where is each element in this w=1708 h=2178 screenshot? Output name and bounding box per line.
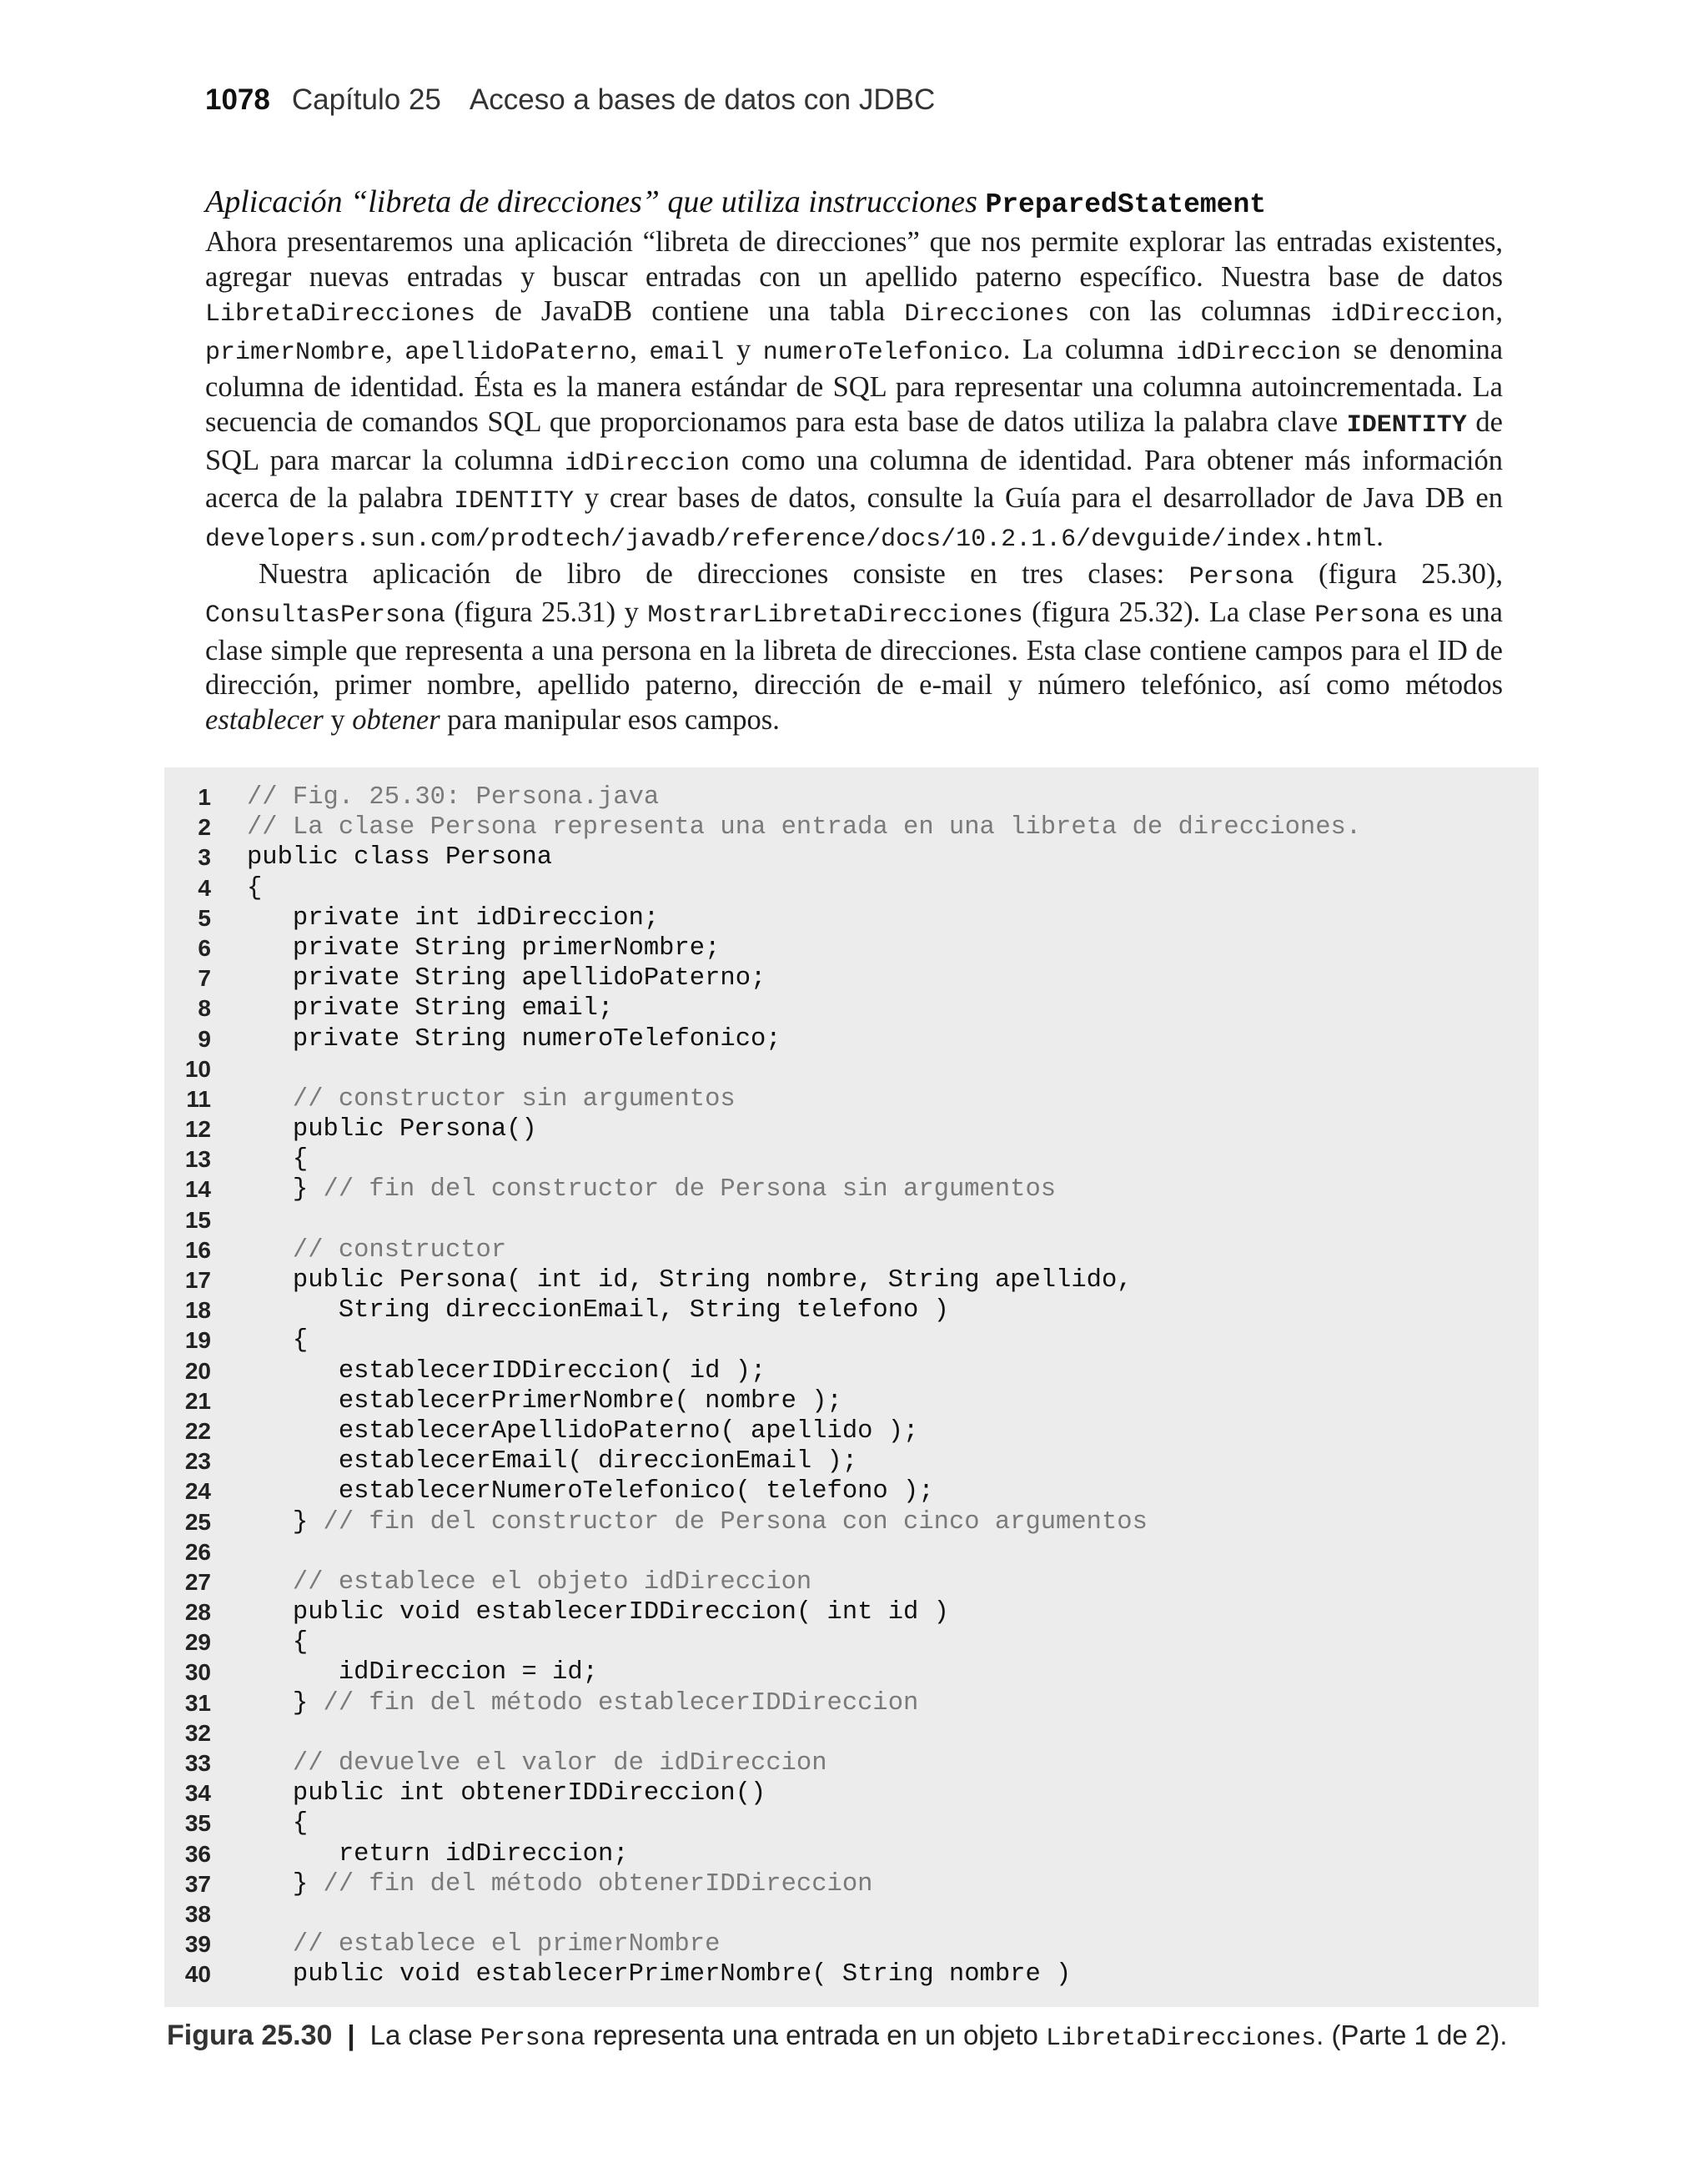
code-statement: establecerPrimerNombre( nombre ); bbox=[247, 1386, 842, 1416]
code-text bbox=[247, 1386, 842, 1416]
code-text bbox=[247, 903, 659, 933]
code-statement: private String numeroTelefonico; bbox=[247, 1024, 781, 1054]
line-number: 14 bbox=[184, 1176, 211, 1203]
code-text bbox=[247, 812, 1361, 843]
section bbox=[205, 182, 1503, 737]
p2-code: Persona bbox=[1314, 601, 1420, 630]
code-comment: // fin del constructor de Persona con cinco argumentos bbox=[323, 1507, 1148, 1537]
code-statement: establecerIDDireccion( id ); bbox=[247, 1356, 766, 1386]
code-text bbox=[247, 933, 720, 963]
code-line bbox=[164, 1627, 1539, 1657]
code-comment: // establece el objeto idDireccion bbox=[292, 1567, 812, 1597]
code-statement: private String email; bbox=[247, 994, 614, 1024]
p2-text: y bbox=[323, 703, 353, 736]
p2-emphasis: establecer bbox=[205, 703, 324, 736]
line-number: 17 bbox=[184, 1267, 211, 1293]
p1-code: developers.sun.com/prodtech/javadb/reference/docs/10.2.1.6/devguide/index.html bbox=[205, 525, 1377, 554]
line-number: 27 bbox=[184, 1568, 211, 1595]
figure-label: Figura 25.30 bbox=[167, 2020, 333, 2051]
line-number: 1 bbox=[198, 784, 211, 810]
line-number: 12 bbox=[184, 1116, 211, 1143]
code-text bbox=[247, 1808, 308, 1838]
code-statement: } bbox=[247, 1869, 324, 1899]
code-text bbox=[247, 1839, 629, 1869]
line-number: 6 bbox=[198, 934, 211, 961]
code-comment: // establece el primerNombre bbox=[292, 1930, 721, 1959]
p1-keyword: IDENTITY bbox=[1346, 410, 1467, 440]
code-text bbox=[247, 1627, 308, 1657]
code-line bbox=[164, 782, 1539, 812]
code-line bbox=[164, 1778, 1539, 1808]
line-number: 8 bbox=[198, 995, 211, 1022]
code-statement bbox=[247, 1568, 293, 1597]
section-title-text: Aplicación “libreta de direcciones” que utiliza instrucciones bbox=[205, 184, 986, 219]
line-number: 25 bbox=[184, 1508, 211, 1535]
code-text bbox=[247, 1114, 537, 1144]
line-number: 24 bbox=[184, 1478, 211, 1505]
code-line bbox=[164, 1869, 1539, 1899]
code-line bbox=[164, 1084, 1539, 1114]
caption-text-middle: representa una entrada en un objeto bbox=[585, 2020, 1047, 2050]
p2-text: (figura 25.32). La clase bbox=[1022, 596, 1315, 628]
code-line bbox=[164, 1597, 1539, 1627]
code-text bbox=[247, 873, 262, 903]
code-line bbox=[164, 1537, 1539, 1567]
code-statement: public Persona() bbox=[247, 1115, 537, 1144]
p1-code: Direcciones bbox=[904, 300, 1070, 329]
code-text bbox=[247, 1265, 1133, 1295]
code-text bbox=[247, 1929, 720, 1959]
line-number: 22 bbox=[184, 1417, 211, 1444]
line-number: 23 bbox=[184, 1448, 211, 1475]
figure-caption bbox=[167, 2015, 1507, 2060]
code-comment: // constructor sin argumentos bbox=[292, 1084, 736, 1114]
code-line bbox=[164, 903, 1539, 933]
line-number: 26 bbox=[184, 1538, 211, 1565]
code-statement: { bbox=[247, 1809, 309, 1838]
code-statement: public void establecerPrimerNombre( String nombre ) bbox=[247, 1960, 1072, 1989]
code-statement: { bbox=[247, 1145, 309, 1175]
code-line bbox=[164, 1929, 1539, 1959]
code-statement: establecerApellidoPaterno( apellido ); bbox=[247, 1416, 919, 1446]
caption-code-2: LibretaDirecciones bbox=[1046, 2025, 1317, 2053]
line-number: 36 bbox=[184, 1840, 211, 1867]
p1-code: idDireccion bbox=[1330, 300, 1496, 329]
code-text bbox=[247, 1748, 827, 1778]
p1-text: se denomina columna de identidad. Ésta es la manera estándar de SQL para representar una columna autoincrementada. La secuencia de comandos SQL que proporcionamos para esta base de datos utiliza la palabra clave bbox=[205, 333, 1504, 438]
line-number: 20 bbox=[184, 1357, 211, 1384]
line-number: 33 bbox=[184, 1750, 211, 1776]
p1-code: idDireccion bbox=[1176, 338, 1342, 367]
p1-code: apellidoPaterno bbox=[404, 338, 630, 367]
p1-code: IDENTITY bbox=[454, 487, 575, 516]
line-number: 19 bbox=[184, 1327, 211, 1354]
code-text bbox=[247, 1869, 872, 1899]
line-number: 29 bbox=[184, 1629, 211, 1656]
code-line bbox=[164, 1024, 1539, 1054]
caption-separator: | bbox=[347, 2020, 355, 2050]
code-text bbox=[247, 1778, 766, 1808]
code-statement: public void establecerIDDireccion( int id ) bbox=[247, 1598, 949, 1627]
code-text bbox=[247, 963, 766, 993]
code-line bbox=[164, 1476, 1539, 1506]
p2-text: para manipular esos campos. bbox=[440, 703, 780, 736]
section-title bbox=[205, 182, 1503, 225]
code-line bbox=[164, 1959, 1539, 1989]
line-number: 32 bbox=[184, 1719, 211, 1746]
code-text bbox=[247, 1688, 918, 1718]
code-line bbox=[164, 1446, 1539, 1476]
chapter-title: Acceso a bases de datos con JDBC bbox=[469, 83, 936, 116]
code-line bbox=[164, 1295, 1539, 1325]
p2-code: MostrarLibretaDirecciones bbox=[647, 601, 1023, 630]
code-statement: private int idDireccion; bbox=[247, 903, 660, 933]
line-number: 15 bbox=[184, 1206, 211, 1233]
code-statement: idDireccion = id; bbox=[247, 1658, 598, 1688]
code-line bbox=[164, 873, 1539, 903]
code-statement: } bbox=[247, 1507, 324, 1537]
code-line bbox=[164, 1416, 1539, 1446]
code-statement: { bbox=[247, 873, 263, 903]
code-line bbox=[164, 1114, 1539, 1144]
line-number: 9 bbox=[198, 1025, 211, 1052]
p2-code: ConsultasPersona bbox=[205, 601, 446, 630]
line-number: 37 bbox=[184, 1870, 211, 1897]
line-number: 2 bbox=[198, 814, 211, 841]
code-line bbox=[164, 1175, 1539, 1205]
code-text bbox=[247, 782, 659, 812]
code-comment: // fin del método obtenerIDDireccion bbox=[323, 1869, 873, 1899]
code-text bbox=[247, 843, 552, 873]
code-statement: } bbox=[247, 1175, 324, 1205]
line-number: 10 bbox=[184, 1055, 211, 1082]
code-statement: public class Persona bbox=[247, 843, 553, 873]
code-statement: { bbox=[247, 1326, 309, 1356]
code-text bbox=[247, 1325, 308, 1356]
code-line bbox=[164, 1235, 1539, 1265]
code-line bbox=[164, 1657, 1539, 1688]
code-text bbox=[247, 1657, 598, 1688]
code-comment: // fin del método establecerIDDireccion bbox=[323, 1688, 919, 1718]
code-line bbox=[164, 1899, 1539, 1929]
code-text bbox=[247, 993, 613, 1024]
code-statement: return idDireccion; bbox=[247, 1839, 629, 1869]
code-statement: private String apellidoPaterno; bbox=[247, 964, 766, 993]
section-title-code: PreparedStatement bbox=[985, 189, 1267, 220]
code-statement: establecerNumeroTelefonico( telefono ); bbox=[247, 1477, 934, 1506]
code-text bbox=[247, 1356, 766, 1386]
p1-text: . La columna bbox=[1002, 333, 1177, 365]
code-text bbox=[247, 1144, 308, 1175]
line-number: 3 bbox=[198, 844, 211, 871]
code-statement bbox=[247, 1930, 293, 1959]
code-statement: public Persona( int id, String nombre, String apellido, bbox=[247, 1266, 1133, 1295]
p1-text: de JavaDB contiene una tabla bbox=[475, 295, 905, 328]
code-line bbox=[164, 1507, 1539, 1537]
code-statement bbox=[247, 1236, 293, 1265]
p2-text: Nuestra aplicación de libro de direcciones consiste en tres clases: bbox=[259, 558, 1189, 591]
code-line bbox=[164, 1205, 1539, 1235]
code-line bbox=[164, 993, 1539, 1024]
code-text bbox=[247, 1597, 949, 1627]
code-comment: // fin del constructor de Persona sin argumentos bbox=[323, 1175, 1057, 1205]
code-comment: // devuelve el valor de idDireccion bbox=[292, 1749, 827, 1778]
p1-text: y bbox=[724, 333, 763, 365]
line-number: 13 bbox=[184, 1146, 211, 1173]
page-number: 1078 bbox=[205, 83, 270, 116]
p1-text: como una columna de identidad. Para obtener más información acerca de la palabra bbox=[205, 444, 1503, 515]
p1-text: y crear bases de datos, consulte la Guía para el desarrollador de Java DB en bbox=[574, 482, 1503, 515]
code-line bbox=[164, 933, 1539, 963]
p1-text: Ahora presentaremos una aplicación “libreta de direcciones” que nos permite explorar las entradas existentes, agregar nuevas entradas y buscar entradas con un apellido paterno específico. Nuestra base de datos bbox=[205, 226, 1503, 293]
line-number: 16 bbox=[184, 1236, 211, 1263]
p1-text: , bbox=[385, 333, 405, 365]
code-statement bbox=[247, 1749, 293, 1778]
code-line bbox=[164, 812, 1539, 843]
caption-text-after: . (Parte 1 de 2). bbox=[1316, 2020, 1508, 2050]
code-line bbox=[164, 1054, 1539, 1084]
code-comment: // Fig. 25.30: Persona.java bbox=[247, 783, 660, 812]
line-number: 21 bbox=[184, 1387, 211, 1414]
line-number: 38 bbox=[184, 1900, 211, 1927]
page-header bbox=[205, 80, 935, 120]
line-number: 30 bbox=[184, 1659, 211, 1686]
line-number: 40 bbox=[184, 1961, 211, 1988]
code-line bbox=[164, 963, 1539, 993]
code-comment: // constructor bbox=[292, 1235, 507, 1265]
line-number: 39 bbox=[184, 1931, 211, 1958]
code-line bbox=[164, 1144, 1539, 1175]
p2-text: (figura 25.31) y bbox=[445, 596, 648, 628]
line-number: 28 bbox=[184, 1599, 211, 1626]
code-text bbox=[247, 1235, 506, 1265]
code-statement: private String primerNombre; bbox=[247, 933, 721, 963]
code-line bbox=[164, 1386, 1539, 1416]
chapter-label: Capítulo 25 bbox=[291, 83, 441, 116]
p2-code: Persona bbox=[1188, 563, 1294, 592]
code-listing bbox=[164, 767, 1539, 2007]
line-number: 31 bbox=[184, 1689, 211, 1716]
p2-text: (figura 25.30), bbox=[1294, 558, 1504, 591]
code-line bbox=[164, 1688, 1539, 1718]
line-number: 34 bbox=[184, 1780, 211, 1807]
p1-code: email bbox=[649, 338, 725, 367]
line-number: 35 bbox=[184, 1810, 211, 1837]
code-line bbox=[164, 1808, 1539, 1838]
paragraph-2 bbox=[205, 557, 1503, 737]
caption-code-1: Persona bbox=[480, 2025, 585, 2053]
code-line bbox=[164, 1265, 1539, 1295]
p1-code: idDireccion bbox=[565, 449, 731, 478]
code-text bbox=[247, 1446, 857, 1476]
p2-text: es una clase simple que representa a una persona en la libreta de direcciones. Esta clase contiene campos para el ID de dirección, primer nombre, apellido paterno, dirección de e-mail y número telefónico, así como métodos bbox=[205, 596, 1503, 702]
code-statement: { bbox=[247, 1628, 309, 1657]
p1-code: numeroTelefonico bbox=[762, 338, 1003, 367]
code-text bbox=[247, 1175, 1056, 1205]
p1-text: . bbox=[1376, 520, 1384, 552]
code-text bbox=[247, 1295, 949, 1325]
code-line bbox=[164, 843, 1539, 873]
code-lines bbox=[164, 782, 1539, 1990]
code-text bbox=[247, 1084, 736, 1114]
code-line bbox=[164, 1356, 1539, 1386]
code-line bbox=[164, 1325, 1539, 1356]
p2-emphasis: obtener bbox=[352, 703, 440, 736]
code-line bbox=[164, 1839, 1539, 1869]
code-text bbox=[247, 1507, 1148, 1537]
line-number: 18 bbox=[184, 1297, 211, 1324]
code-line bbox=[164, 1718, 1539, 1748]
p1-code: primerNombre bbox=[205, 338, 386, 367]
paragraph-1 bbox=[205, 225, 1503, 557]
code-statement: public int obtenerIDDireccion() bbox=[247, 1779, 766, 1808]
code-statement: } bbox=[247, 1688, 324, 1718]
code-statement bbox=[247, 1085, 293, 1114]
p1-text: , bbox=[1495, 295, 1504, 328]
code-statement: String direccionEmail, String telefono ) bbox=[247, 1296, 949, 1325]
line-number: 4 bbox=[198, 874, 211, 901]
code-line bbox=[164, 1567, 1539, 1597]
line-number: 5 bbox=[198, 904, 211, 931]
code-statement: establecerEmail( direccionEmail ); bbox=[247, 1447, 858, 1476]
p1-code: LibretaDirecciones bbox=[205, 300, 476, 329]
line-number: 11 bbox=[186, 1085, 211, 1112]
code-text bbox=[247, 1024, 781, 1054]
code-text bbox=[247, 1476, 934, 1506]
code-comment: // La clase Persona representa una entrada en una libreta de direcciones. bbox=[247, 813, 1362, 843]
p1-text: con las columnas bbox=[1069, 295, 1331, 328]
code-text bbox=[247, 1567, 811, 1597]
p1-text: , bbox=[630, 333, 650, 365]
code-text bbox=[247, 1416, 918, 1446]
code-text bbox=[247, 1959, 1071, 1989]
code-line bbox=[164, 1748, 1539, 1778]
line-number: 7 bbox=[198, 965, 211, 992]
p1-text: de SQL para marcar la columna bbox=[205, 405, 1503, 476]
caption-text-before: La clase bbox=[369, 2020, 480, 2050]
